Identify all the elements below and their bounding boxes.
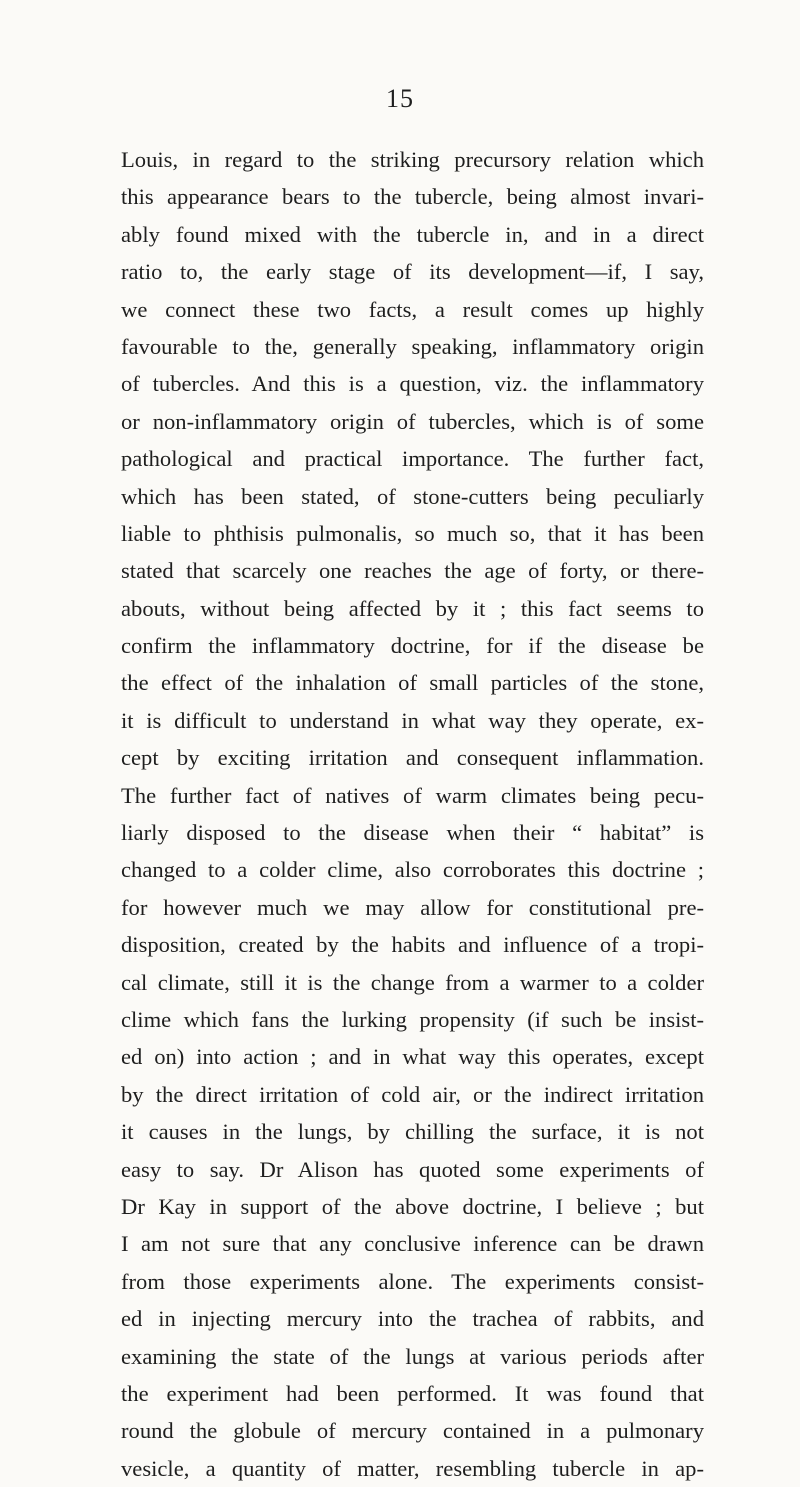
text-line: this appearance bears to the tubercle, being almost invari- <box>121 184 704 210</box>
text-line: which has been stated, of stone-cutters being peculiarly <box>121 483 704 509</box>
text-line: disposition, created by the habits and influence of a tropi- <box>121 932 704 958</box>
text-line: pathological and practical importance. The further fact, <box>121 446 704 472</box>
text-line: or non-inflammatory origin of tubercles, which is of some <box>121 408 704 434</box>
text-line: abouts, without being affected by it ; this fact seems to <box>121 595 704 621</box>
text-line: it causes in the lungs, by chilling the surface, it is not <box>121 1119 704 1145</box>
text-line: examining the state of the lungs at various periods after <box>121 1343 704 1369</box>
body-text <box>121 141 704 1487</box>
text-line: vesicle, a quantity of matter, resembling tubercle in ap- <box>121 1455 704 1481</box>
text-line: of tubercles. And this is a question, viz. the inflammatory <box>121 371 704 397</box>
text-line: for however much we may allow for constitutional pre- <box>121 894 704 920</box>
text-line: by the direct irritation of cold air, or the indirect irritation <box>121 1081 704 1107</box>
text-line: favourable to the, generally speaking, inflammatory origin <box>121 333 704 359</box>
text-line: cept by exciting irritation and consequent inflammation. <box>121 745 704 771</box>
text-line: Louis, in regard to the striking precursory relation which <box>121 147 704 172</box>
text-line: I am not sure that any conclusive inference can be drawn <box>121 1231 704 1257</box>
text-line: we connect these two facts, a result comes up highly <box>121 296 704 322</box>
text-line: liable to phthisis pulmonalis, so much so, that it has been <box>121 520 704 546</box>
text-line: Dr Kay in support of the above doctrine, I believe ; but <box>121 1193 704 1219</box>
text-line: round the globule of mercury contained in a pulmonary <box>121 1418 704 1444</box>
text-line: easy to say. Dr Alison has quoted some experiments of <box>121 1156 704 1182</box>
text-line: ratio to, the early stage of its development—if, I say, <box>121 259 704 285</box>
text-line: liarly disposed to the disease when their “ habitat” is <box>121 820 704 846</box>
text-line: ed in injecting mercury into the trachea of rabbits, and <box>121 1306 704 1332</box>
text-line: ably found mixed with the tubercle in, and in a direct <box>121 221 704 247</box>
text-line: cal climate, still it is the change from a warmer to a colder <box>121 969 704 995</box>
text-line: from those experiments alone. The experiments consist- <box>121 1268 704 1294</box>
text-line: clime which fans the lurking propensity (if such be insist- <box>121 1006 704 1032</box>
text-line: changed to a colder clime, also corroborates this doctrine ; <box>121 857 704 883</box>
text-line: the effect of the inhalation of small particles of the stone, <box>121 670 704 696</box>
text-line: stated that scarcely one reaches the age of forty, or there- <box>121 558 704 584</box>
text-line: the experiment had been performed. It was found that <box>121 1380 704 1406</box>
text-line: it is difficult to understand in what way they operate, ex- <box>121 707 704 733</box>
text-line: confirm the inflammatory doctrine, for if the disease be <box>121 633 704 659</box>
page-number: 15 <box>386 84 414 113</box>
text-line: The further fact of natives of warm climates being pecu- <box>121 782 704 808</box>
text-line: ed on) into action ; and in what way this operates, except <box>121 1044 704 1070</box>
